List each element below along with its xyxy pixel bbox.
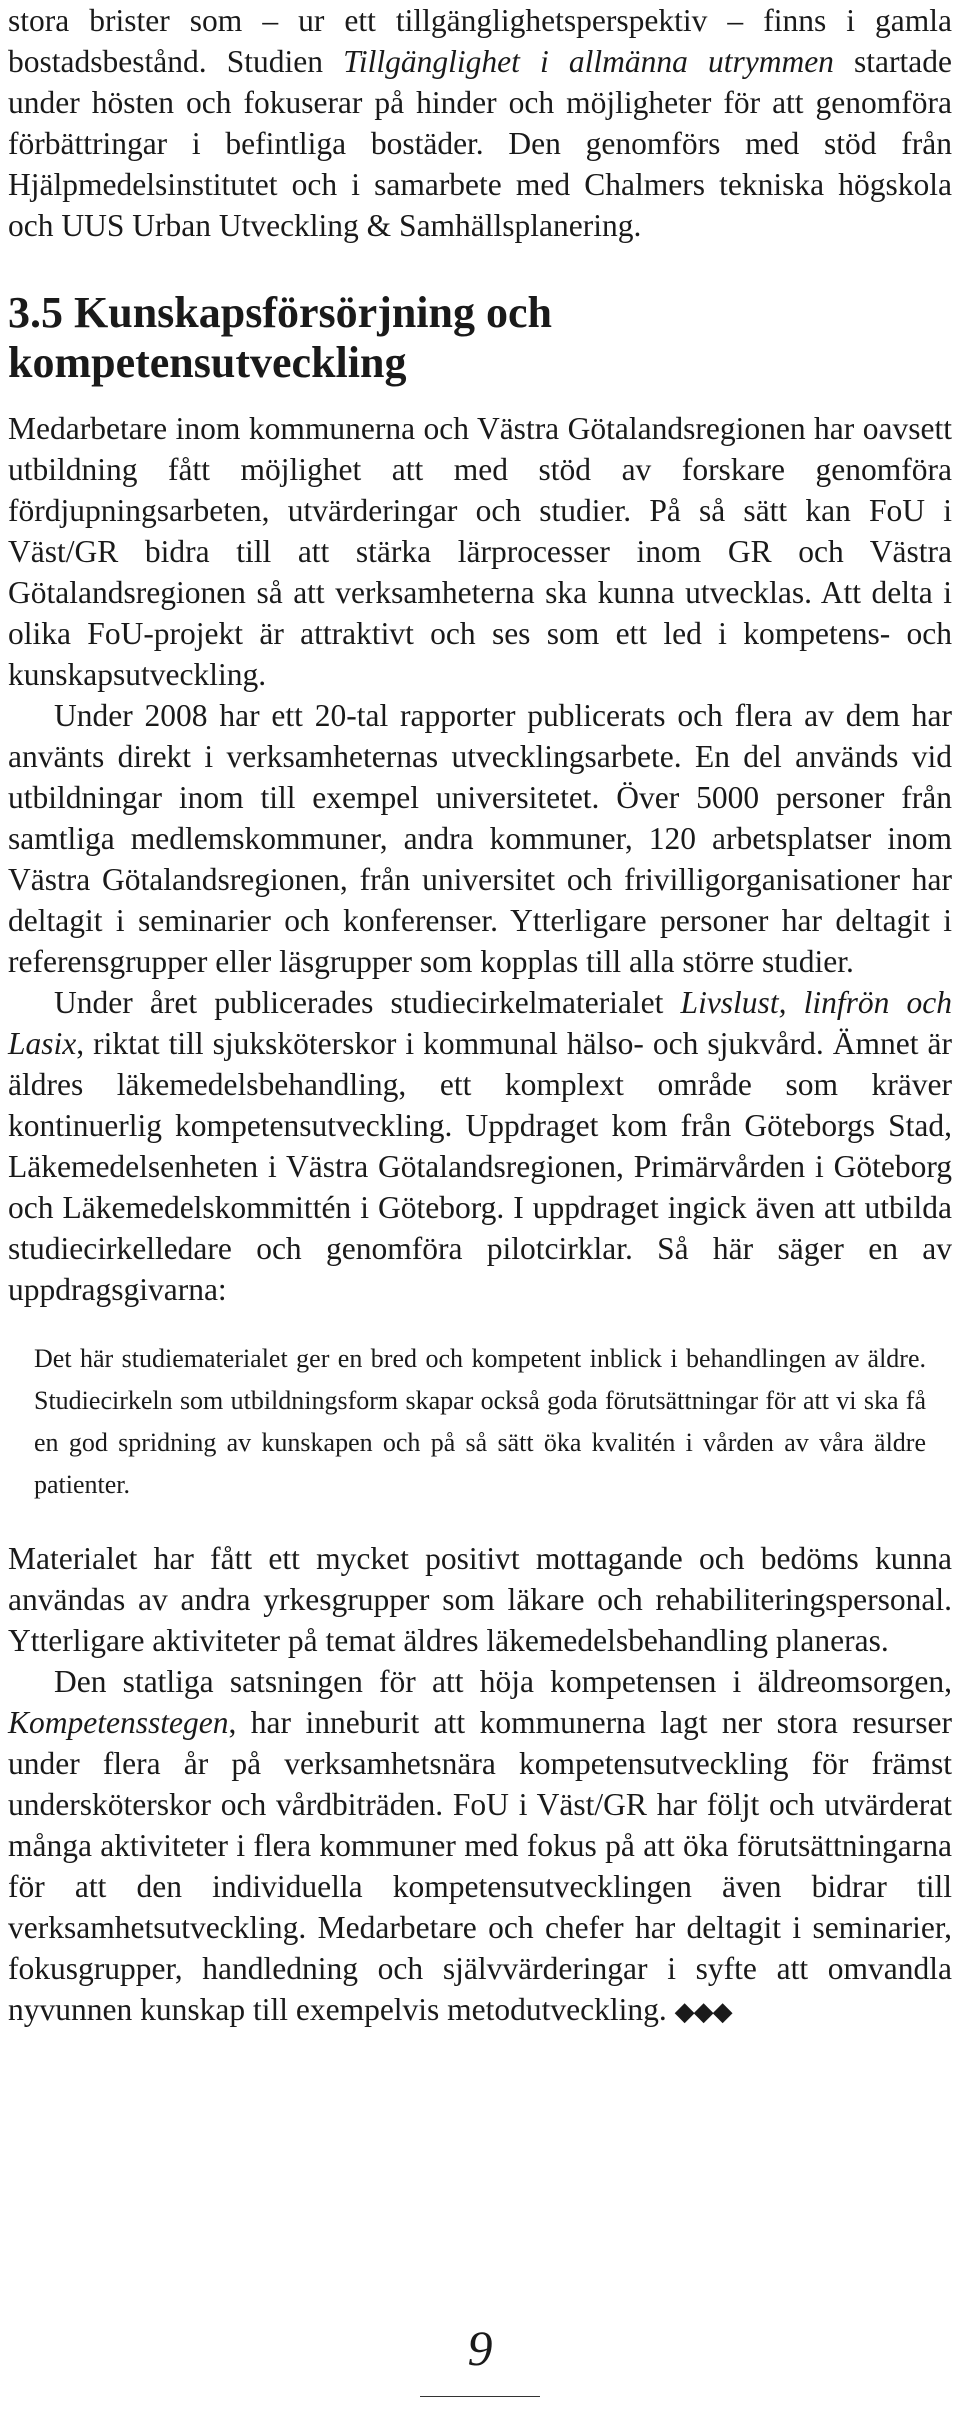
text-run: stora brister som – ur ett tillgänglighetsperspektiv – finns i gamla bostadsbestånd. Studien [8,3,952,79]
study-title: Tillgänglighet i allmänna utrymmen [343,44,834,79]
text-run: , har inneburit att kommunerna lagt ner stora resurser under flera år på verksamhetsnära kompetensutveckling för främst undersköterskor och vårdbiträden. FoU i Väst/GR har följt och utvärderat många aktiviteter i flera kommuner med fokus på att öka förutsättningarna för att den individuella kompetensutvecklingen även bidrar till verksamhetsutveckling. Medarbetare och chefer har deltagit i seminarier, fokusgrupper, handledning och självvärderingar i syfte att omvandla nyvunnen kunskap till exempelvis metodutveckling. [8,1705,952,2027]
section-heading: 3.5 Kunskapsförsörjning och kompetensutveckling [8,288,553,387]
section-paragraph-4: Materialet har fått ett mycket positivt mottagande och bedöms kunna användas av andra yrkesgrupper som läkare och rehabiliteringspersonal. Ytterligare aktiviteter på temat äldres läkemedelsbehandling planeras. [8,1541,952,1658]
program-title: Kompetensstegen [8,1705,229,1740]
section-paragraph-1: Medarbetare inom kommunerna och Västra Götalandsregionen har oavsett utbildning fått möjlighet att med stöd av forskare genomföra fördjupningsarbeten, utvärderingar och studier. På så sätt kan FoU i Väst/GR bidra till att stärka lärprocesser inom GR och Västra Götalandsregionen så att verksamheterna ska kunna utvecklas. Att delta i olika FoU-projekt är attraktivt och ses som ett led i kompetens- och kunskapsutveckling. [8,411,952,692]
footer-rule [420,2396,540,2397]
text-run: Under året publicerades studiecirkelmaterialet [54,985,681,1020]
text-run: , riktat till sjuksköterskor i kommunal hälso- och sjukvård. Ämnet är äldres läkemedelsbehandling, ett komplext område som kräver kontinuerlig kompetensutveckling. Uppdraget kom från Göteborgs Stad, Läkemedelsenheten i Västra Götalandsregionen, Primärvården i Göteborg och Läkemedelskommittén i Göteborg. I uppdraget ingick även att utbilda studiecirkelledare och genomföra pilotcirklar. Så här säger en av uppdragsgivarna: [8,1026,952,1307]
quote-text: Det här studiematerialet ger en bred och kompetent inblick i behandlingen av äldre. Studiecirkeln som utbildningsform skapar också goda förutsättningar för att vi ska få en god spridning av kunskapen och på så sätt öka kvalitén i vården av våra äldre patienter. [34,1344,926,1499]
end-of-article-mark: ◆◆◆ [674,1997,732,2026]
page-footer [0,2320,960,2397]
page-content [8,0,952,2032]
section-paragraph-3 [8,982,952,1310]
section-paragraph-2: Under 2008 har ett 20-tal rapporter publicerats och flera av dem har använts direkt i verksamheternas utvecklingsarbete. En del används vid utbildningar inom till exempel universitetet. Över 5000 personer från samtliga medlemskommuner, andra kommuner, 120 arbetsplatser inom Västra Götalandsregionen, från universitet och frivilligorganisationer har deltagit i seminarier och konferenser. Ytterligare personer har deltagit i referensgrupper eller läsgrupper som kopplas till alla större studier. [8,698,952,979]
material-title: Livslust, linfrön och Lasix [8,985,952,1061]
text-run: startade under hösten och fokuserar på hinder och möjligheter för att genomföra förbättringar i befintliga bostäder. Den genomförs med stöd från Hjälpmedelsinstitutet och i samarbete med Chalmers tekniska högskola och UUS Urban Utveckling & Samhällsplanering. [8,44,952,243]
page-number: 9 [467,2320,493,2376]
intro-paragraph [8,0,952,246]
section-paragraph-5 [8,1661,952,2032]
text-run: Den statliga satsningen för att höja kompetensen i äldreomsorgen, [54,1664,952,1699]
block-quote [34,1338,926,1506]
